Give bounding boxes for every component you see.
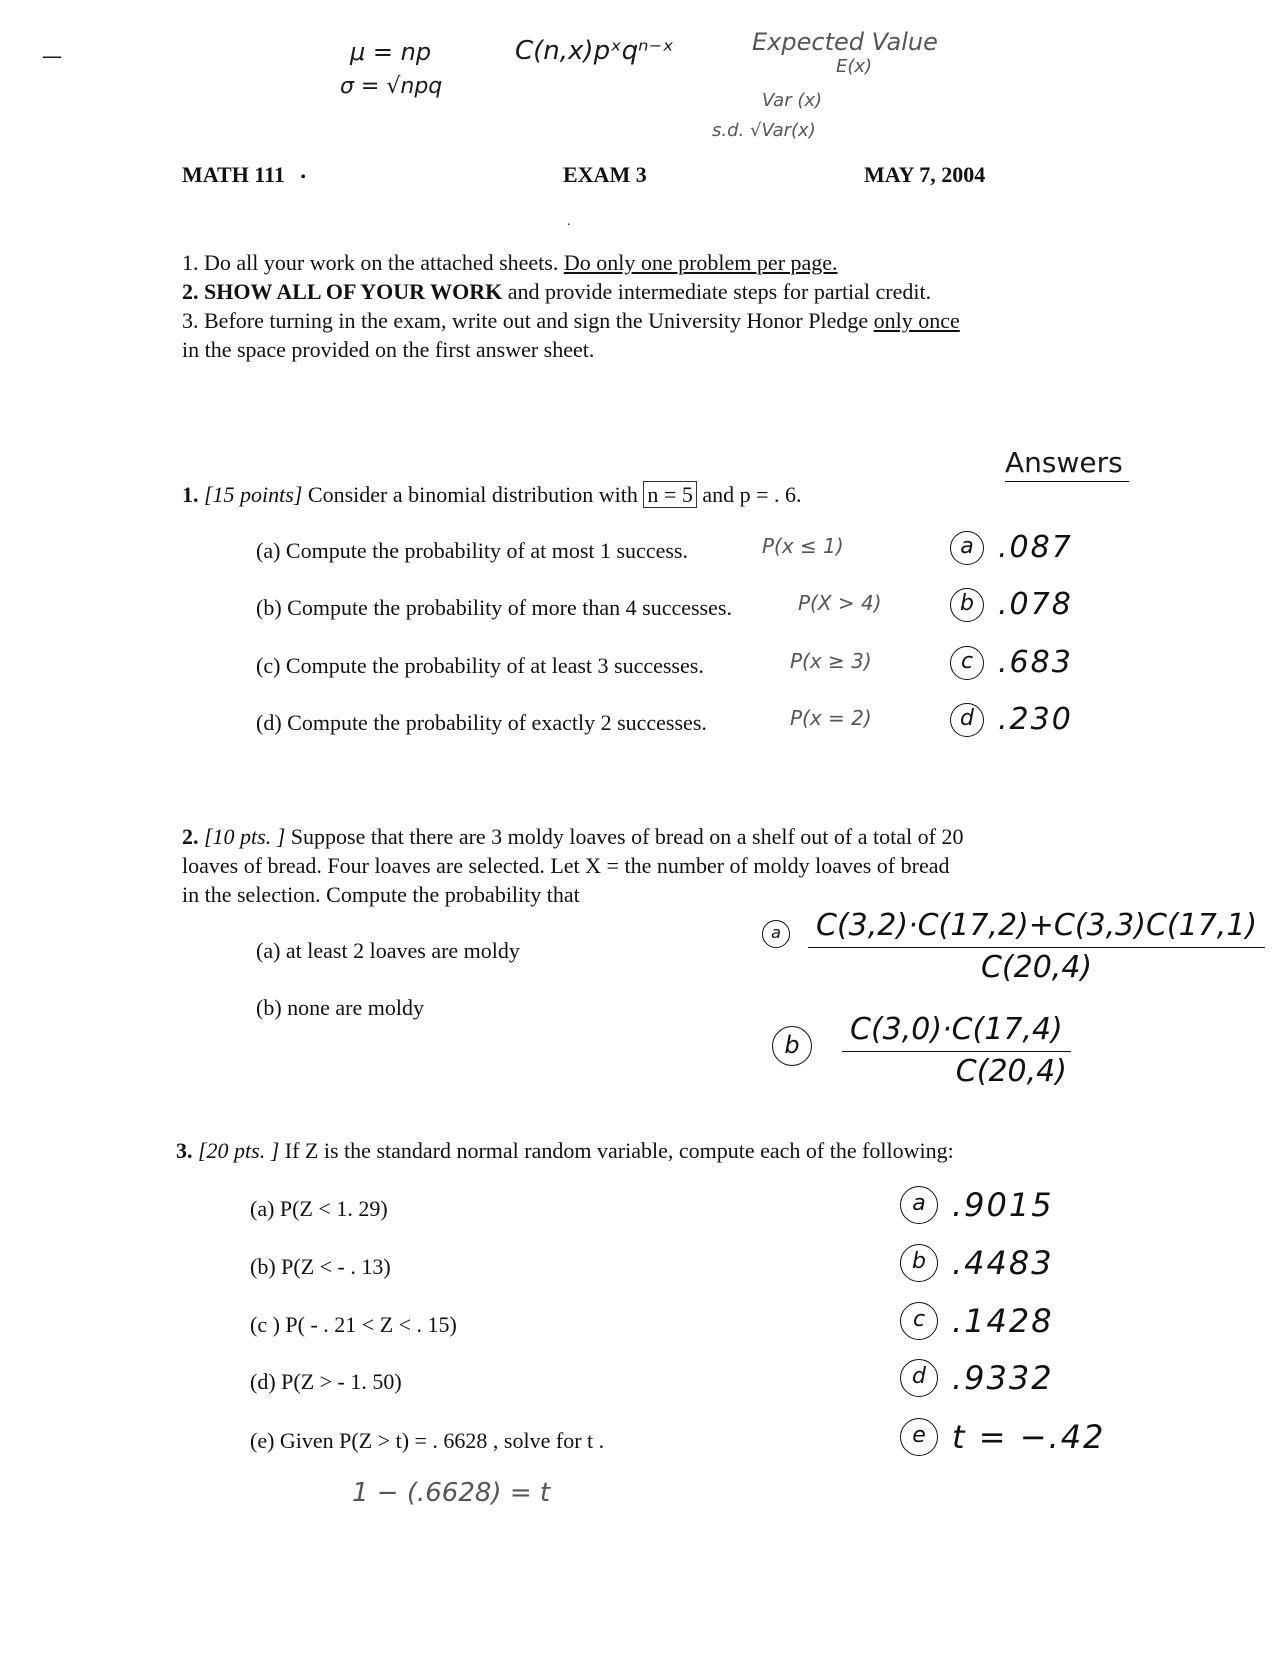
answer-b-denominator: C(20,4) — [955, 1054, 1067, 1089]
problem-1-note-b: P(X > 4) — [798, 591, 882, 615]
answer-value-d: .230 — [998, 702, 1073, 737]
problem-3-part-a: (a) P(Z < 1. 29) — [250, 1196, 388, 1221]
problem-3-answer-a — [900, 1186, 1054, 1224]
problem-1-answer-c — [950, 645, 1073, 680]
answer-a-denominator: C(20,4) — [980, 950, 1093, 985]
problem-3-part-e: (e) Given P(Z > t) = . 6628 , solve for t . — [250, 1428, 605, 1453]
problem-2-line-2: loaves of bread. Four loaves are selected. Let X = the number of moldy loaves of bread — [182, 853, 950, 878]
problem-1-part-c: (c) Compute the probability of at least 3 successes. — [256, 653, 704, 678]
problem-1-answer-b — [950, 587, 1073, 622]
problem-3-stem: 3. [20 pts. ] If Z is the standard normal random variable, compute each of the following: — [176, 1138, 954, 1163]
problem-3-work-note: 1 − (.6628) = t — [352, 1478, 551, 1508]
answer-value-3c: .1428 — [952, 1302, 1054, 1340]
problem-2-part-a: (a) at least 2 loaves are moldy — [256, 938, 520, 963]
answer-circle-3a: a — [900, 1186, 938, 1224]
answer-value-3e: t = −.42 — [952, 1418, 1106, 1456]
answer-value-3b: .4483 — [952, 1244, 1054, 1282]
answer-circle-3c: c — [900, 1302, 938, 1340]
problem-1-answer-d — [950, 702, 1073, 737]
problem-3-answer-b — [900, 1244, 1054, 1282]
problem-3-answer-c — [900, 1302, 1054, 1340]
instruction-1: 1. Do all your work on the attached sheets. Do only one problem per page. — [182, 250, 838, 275]
sd-formula-note: σ = √npq — [340, 74, 443, 99]
answer-b-circle: b — [772, 1026, 812, 1066]
problem-1-note-d: P(x = 2) — [790, 706, 872, 730]
problem-3-part-c: (c ) P( - . 21 < Z < . 15) — [250, 1312, 457, 1337]
problem-2-answer-a — [762, 908, 1265, 985]
answer-circle-3d: d — [900, 1359, 938, 1397]
answer-circle-d: d — [950, 703, 984, 737]
problem-3-part-d: (d) P(Z > - 1. 50) — [250, 1369, 402, 1394]
exam-title: EXAM 3 — [563, 162, 647, 187]
course-mark: • — [300, 169, 306, 186]
problem-3-part-b: (b) P(Z < - . 13) — [250, 1254, 391, 1279]
problem-3-answer-d — [900, 1359, 1054, 1397]
answer-circle-3e: e — [900, 1418, 938, 1456]
mean-formula-note: μ = np — [350, 38, 432, 66]
answer-circle-a: a — [950, 531, 984, 565]
instruction-3: 3. Before turning in the exam, write out and sign the University Honor Pledge only once — [182, 308, 960, 333]
problem-2-line-1: 2. [10 pts. ] Suppose that there are 3 moldy loaves of bread on a shelf out of a total of 20 — [182, 824, 964, 849]
answer-value-3a: .9015 — [952, 1186, 1054, 1224]
exam-date: MAY 7, 2004 — [864, 162, 986, 187]
answer-circle-b: b — [950, 588, 984, 622]
ev-symbol-note: E(x) — [836, 56, 873, 77]
problem-1-part-d: (d) Compute the probability of exactly 2 successes. — [256, 710, 707, 735]
binomial-formula-note: C(n,x)pˣqⁿ⁻ˣ — [515, 36, 674, 66]
answer-a-circle: a — [762, 920, 790, 948]
answer-value-a: .087 — [998, 530, 1073, 565]
instruction-3-cont: in the space provided on the first answer sheet. — [182, 337, 595, 362]
answer-a-numerator: C(3,2)·C(17,2)+C(3,3)C(17,1) — [808, 908, 1265, 948]
margin-dash: — — [42, 44, 62, 68]
instruction-2: 2. SHOW ALL OF YOUR WORK and provide intermediate steps for partial credit. — [182, 279, 932, 304]
answer-value-c: .683 — [998, 645, 1073, 680]
problem-2-line-3: in the selection. Compute the probability that — [182, 882, 580, 907]
course-title: MATH 111 • — [182, 162, 306, 187]
problem-2-part-b: (b) none are moldy — [256, 995, 424, 1020]
problem-1-answer-a — [950, 530, 1073, 565]
answer-circle-c: c — [950, 646, 984, 680]
answer-circle-3b: b — [900, 1244, 938, 1282]
sd-variance-note: s.d. √Var(x) — [712, 120, 816, 141]
n-value-box: n = 5 — [643, 481, 696, 508]
answer-value-b: .078 — [998, 587, 1073, 622]
expected-value-note: Expected Value — [752, 28, 938, 56]
problem-1-part-a: (a) Compute the probability of at most 1 success. — [256, 538, 688, 563]
variance-note: Var (x) — [762, 90, 823, 111]
problem-1-stem: 1. [15 points] Consider a binomial distribution with n = 5 and p = . 6. — [182, 482, 802, 507]
answers-heading: Answers — [1005, 446, 1129, 482]
answer-b-numerator: C(3,0)·C(17,4) — [842, 1012, 1071, 1052]
problem-3-answer-e — [900, 1418, 1105, 1456]
problem-1-part-b: (b) Compute the probability of more than 4 successes. — [256, 595, 732, 620]
stray-dot: . — [567, 214, 571, 229]
problem-2-answer-b — [772, 1012, 1071, 1089]
answer-value-3d: .9332 — [952, 1359, 1054, 1397]
problem-1-note-a: P(x ≤ 1) — [762, 534, 844, 558]
problem-1-note-c: P(x ≥ 3) — [790, 649, 872, 673]
